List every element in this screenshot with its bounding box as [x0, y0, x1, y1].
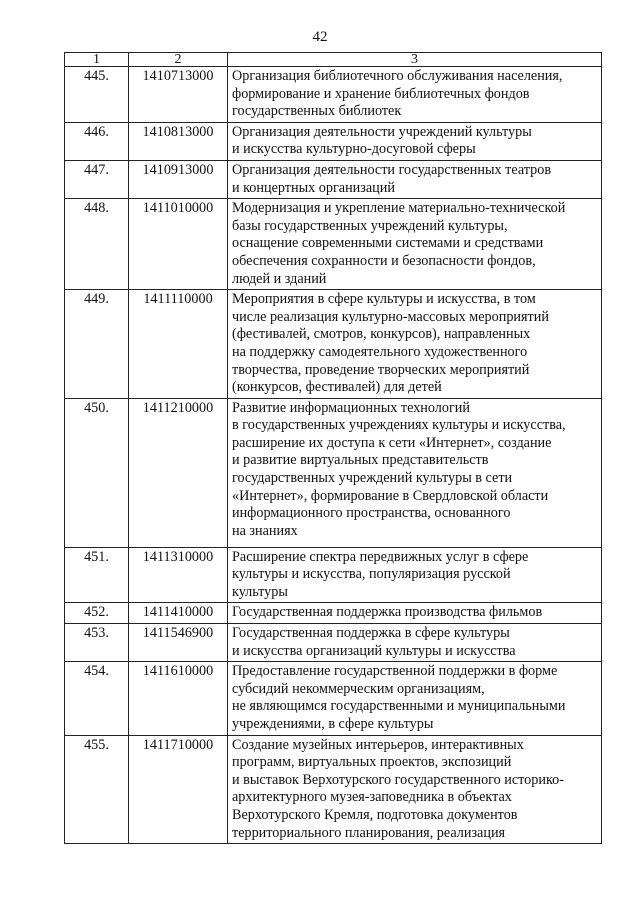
row-number: 448. [65, 199, 129, 290]
table-row [65, 735, 602, 844]
row-description: Государственная поддержка в сфере культуры и искусства организаций культуры и искусства [228, 624, 602, 662]
row-code: 1411210000 [129, 398, 228, 547]
row-number: 453. [65, 624, 129, 662]
row-number: 452. [65, 603, 129, 624]
row-number: 450. [65, 398, 129, 547]
row-code: 1411546900 [129, 624, 228, 662]
table-row [65, 199, 602, 290]
table-row [65, 547, 602, 603]
row-description: Расширение спектра передвижных услуг в сфере культуры и искусства, популяризация русской культуры [228, 547, 602, 603]
page-number: 42 [312, 29, 328, 45]
table-row [65, 122, 602, 160]
row-code: 1411110000 [129, 290, 228, 399]
row-number: 449. [65, 290, 129, 399]
table-row [65, 603, 602, 624]
row-code: 1410813000 [129, 122, 228, 160]
budget-codes-table [64, 52, 602, 844]
row-number: 447. [65, 160, 129, 198]
table-row [65, 398, 602, 547]
table-row [65, 662, 602, 735]
row-number: 445. [65, 67, 129, 123]
row-description: Модернизация и укрепление материально-технической базы государственных учреждений культуры, оснащение современными системами и средствами обеспечения сохранности и безопасности фондов, людей и зданий [228, 199, 602, 290]
row-description: Создание музейных интерьеров, интерактивных программ, виртуальных проектов, экспозиций и выставок Верхотурского государственного историко- архитектурного музея-заповедника в объектах Верхотурского Кремля, подготовка документов территориального планирования, реализация [228, 735, 602, 844]
row-description: Мероприятия в сфере культуры и искусства, в том числе реализация культурно-массовых мероприятий (фестивалей, смотров, конкурсов), направленных на поддержку самодеятельного художественного творчества, проведение творческих мероприятий (конкурсов, фестивалей) для детей [228, 290, 602, 399]
table-row [65, 624, 602, 662]
row-number: 451. [65, 547, 129, 603]
row-code: 1411610000 [129, 662, 228, 735]
row-description: Развитие информационных технологий в государственных учреждениях культуры и искусства, расширение их доступа к сети «Интернет», создание и развитие виртуальных представительств государственных учреждений культуры в сети «Интернет», формирование в Свердловской области информационного пространства, основанного на знаниях [228, 398, 602, 547]
row-number: 454. [65, 662, 129, 735]
row-description: Организация деятельности государственных театров и концертных организаций [228, 160, 602, 198]
column-header-2: 2 [129, 53, 228, 67]
column-header-3: 3 [228, 53, 602, 67]
row-number: 455. [65, 735, 129, 844]
row-description: Предоставление государственной поддержки в форме субсидий некоммерческим организациям, не являющимся государственными и муниципальными учреждениями, в сфере культуры [228, 662, 602, 735]
table-header-row [65, 53, 602, 67]
row-description: Организация деятельности учреждений культуры и искусства культурно-досуговой сферы [228, 122, 602, 160]
column-header-1: 1 [65, 53, 129, 67]
table-row [65, 160, 602, 198]
row-code: 1411710000 [129, 735, 228, 844]
table-row [65, 290, 602, 399]
row-code: 1410713000 [129, 67, 228, 123]
table-row [65, 67, 602, 123]
row-code: 1411010000 [129, 199, 228, 290]
row-description: Организация библиотечного обслуживания населения, формирование и хранение библиотечных фондов государственных библиотек [228, 67, 602, 123]
row-code: 1411310000 [129, 547, 228, 603]
row-code: 1410913000 [129, 160, 228, 198]
row-code: 1411410000 [129, 603, 228, 624]
row-description: Государственная поддержка производства фильмов [228, 603, 602, 624]
row-number: 446. [65, 122, 129, 160]
